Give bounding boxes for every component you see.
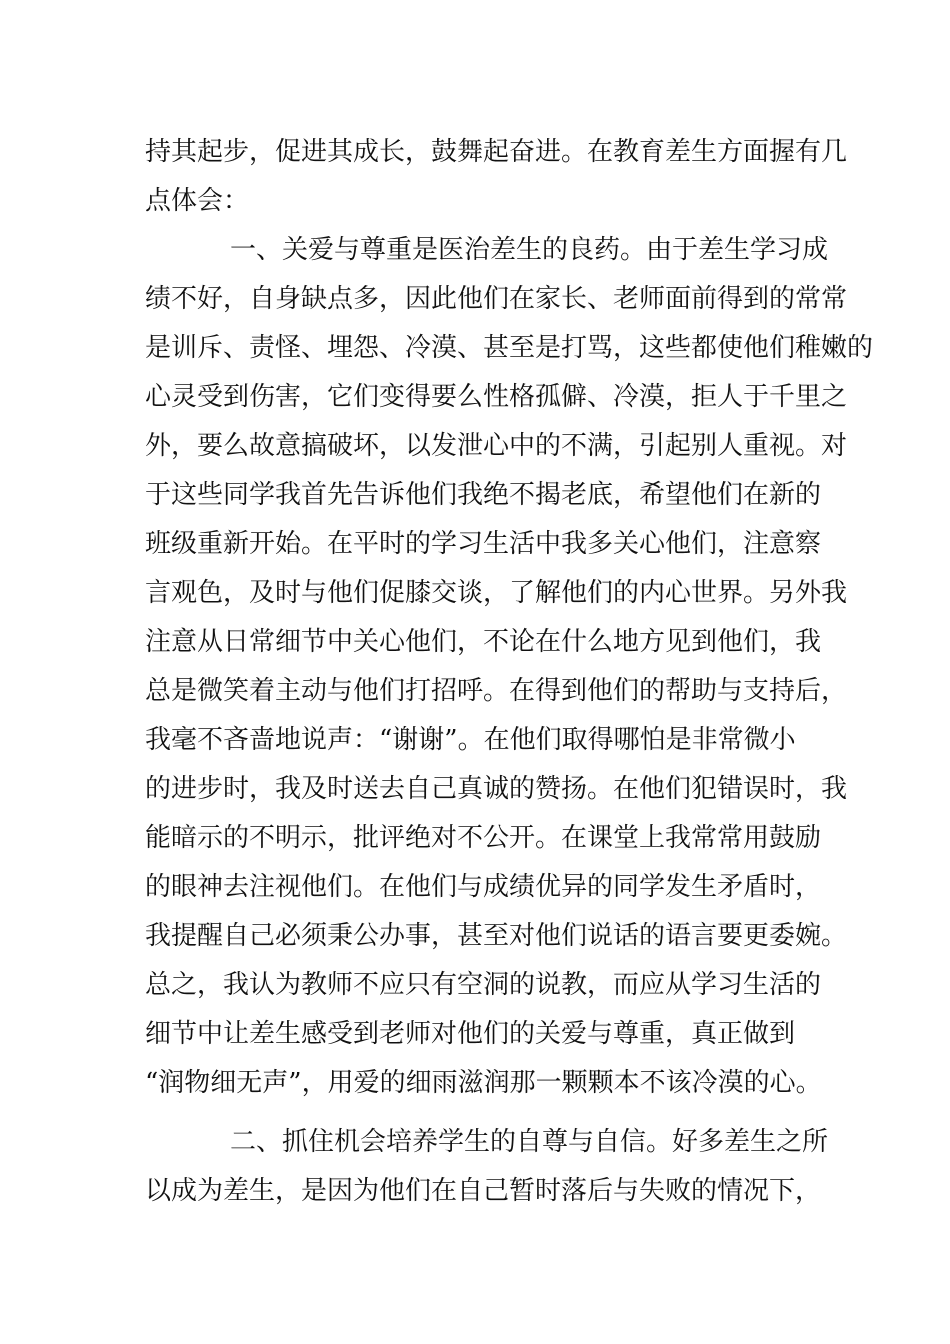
text-line: 注意从日常细节中关心他们，不论在什么地方见到他们，我 [145, 627, 822, 657]
text-line: 能暗示的不明示，批评绝对不公开。在课堂上我常常用鼓励 [145, 823, 822, 853]
text-line: 总之，我认为教师不应只有空洞的说教，而应从学习生活的 [145, 970, 822, 1000]
text-line: 总是微笑着主动与他们打招呼。在得到他们的帮助与支持后， [145, 676, 848, 706]
text-line: 我毫不吝啬地说声：“谢谢”。在他们取得哪怕是非常微小 [145, 725, 796, 755]
text-line: “润物细无声”，用爱的细雨滋润那一颗颗本不该冷漠的心。 [145, 1068, 822, 1098]
text-line: 点体会： [145, 186, 250, 216]
text-line: 言观色，及时与他们促膝交谈，了解他们的内心世界。另外我 [145, 578, 848, 608]
text-line: 于这些同学我首先告诉他们我绝不揭老底，希望他们在新的 [145, 480, 822, 510]
text-line: 班级重新开始。在平时的学习生活中我多关心他们，注意察 [145, 529, 822, 559]
text-line: 绩不好，自身缺点多，因此他们在家长、老师面前得到的常常 [145, 284, 848, 314]
paragraph-heading-two: 二、抓住机会培养学生的自尊与自信。好多差生之所 [230, 1127, 829, 1157]
paragraph-heading-one: 一、关爱与尊重是医治差生的良药。由于差生学习成 [230, 235, 829, 265]
text-line: 外，要么故意搞破坏，以发泄心中的不满，引起别人重视。对 [145, 431, 848, 461]
text-line: 我提醒自己必须秉公办事，甚至对他们说话的语言要更委婉。 [145, 921, 848, 951]
text-line: 持其起步，促进其成长，鼓舞起奋进。在教育差生方面握有几 [145, 137, 848, 167]
text-line: 细节中让差生感受到老师对他们的关爱与尊重，真正做到 [145, 1019, 796, 1049]
text-line: 心灵受到伤害，它们变得要么性格孤僻、冷漠，拒人于千里之 [145, 382, 848, 412]
text-line: 的眼神去注视他们。在他们与成绩优异的同学发生矛盾时， [145, 872, 822, 902]
text-line: 的进步时，我及时送去自己真诚的赞扬。在他们犯错误时，我 [145, 774, 848, 804]
text-line: 是训斥、责怪、埋怨、冷漠、甚至是打骂，这些都使他们稚嫩的 [145, 333, 874, 363]
text-line: 以成为差生，是因为他们在自己暂时落后与失败的情况下， [145, 1176, 822, 1206]
